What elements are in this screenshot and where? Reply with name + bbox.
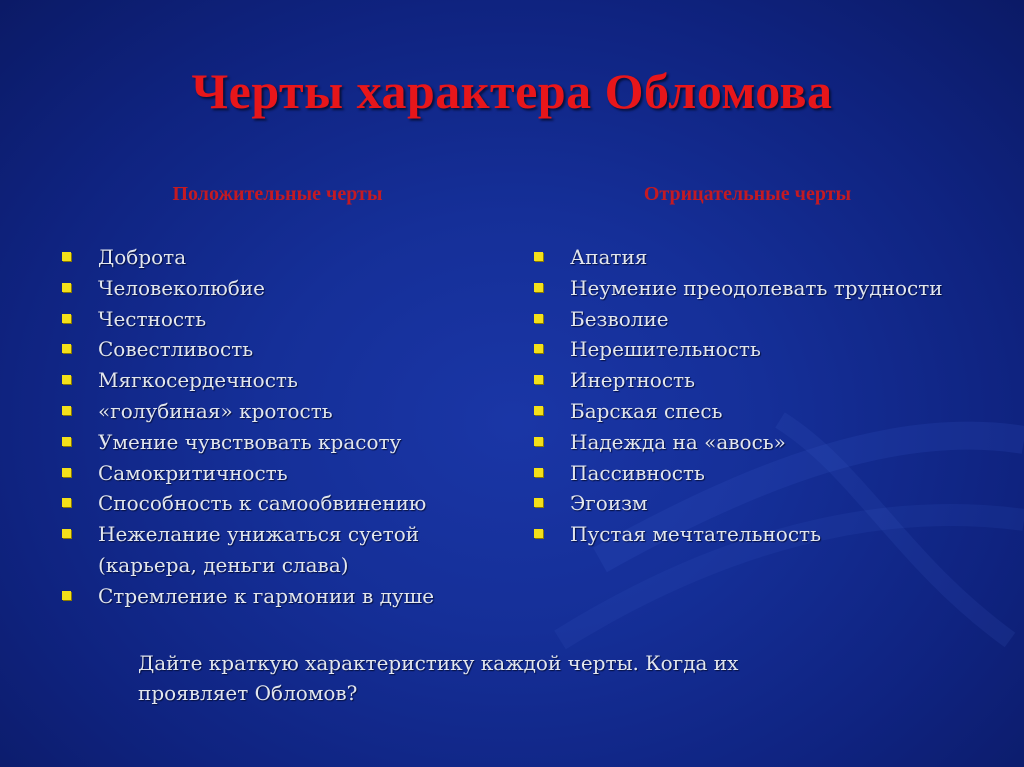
- list-item: [60, 365, 480, 396]
- list-item: [60, 273, 480, 304]
- square-bullet-icon: [534, 252, 543, 261]
- list-item-text: Способность к самообвинению: [98, 491, 427, 516]
- list-item-text: Пустая мечтательность: [570, 522, 821, 547]
- list-item: [60, 488, 480, 519]
- square-bullet-icon: [534, 468, 543, 477]
- list-item: [532, 396, 1012, 427]
- square-bullet-icon: [62, 252, 71, 261]
- slide-title: Черты характера Обломова: [191, 63, 833, 119]
- list-item-text: Пассивность: [570, 460, 705, 485]
- list-item-text: Инертность: [570, 368, 695, 393]
- list-item: [532, 334, 1012, 365]
- list-item-text: «голубиная» кротость: [98, 398, 333, 423]
- square-bullet-icon: [62, 437, 71, 446]
- square-bullet-icon: [62, 283, 71, 292]
- square-bullet-icon: [534, 529, 543, 538]
- square-bullet-icon: [62, 344, 71, 353]
- square-bullet-icon: [62, 529, 71, 538]
- list-item: [532, 365, 1012, 396]
- square-bullet-icon: [534, 344, 543, 353]
- list-item-text: Мягкосердечность: [98, 368, 298, 393]
- list-item-text: Стремление к гармонии в душе: [98, 583, 435, 608]
- positive-traits-list: [60, 242, 480, 612]
- list-item-text: Доброта: [98, 245, 187, 269]
- negative-traits-heading: Отрицательные черты: [643, 183, 852, 205]
- positive-traits-heading: Положительные черты: [172, 183, 383, 205]
- list-item: [60, 581, 480, 612]
- list-item: [532, 273, 1012, 304]
- list-item: [60, 304, 480, 335]
- list-item-text: Человеколюбие: [98, 275, 266, 300]
- list-item: [60, 242, 480, 273]
- list-item-text: Барская спесь: [570, 398, 723, 423]
- list-item: [532, 519, 1012, 550]
- square-bullet-icon: [534, 314, 543, 323]
- list-item: [60, 334, 480, 365]
- list-item-text: Безволие: [570, 306, 669, 331]
- list-item: [532, 427, 1012, 458]
- list-item-text: Эгоизм: [570, 491, 648, 516]
- list-item: [60, 519, 480, 581]
- square-bullet-icon: [534, 437, 543, 446]
- list-item: [532, 488, 1012, 519]
- square-bullet-icon: [62, 406, 71, 415]
- list-item: [532, 304, 1012, 335]
- list-item: [60, 458, 480, 489]
- list-item-text: Честность: [98, 306, 207, 331]
- list-item: [60, 427, 480, 458]
- square-bullet-icon: [62, 591, 71, 600]
- square-bullet-icon: [534, 498, 543, 507]
- list-item-text: Совестливость: [98, 337, 254, 362]
- list-item: [60, 396, 480, 427]
- square-bullet-icon: [534, 283, 543, 292]
- square-bullet-icon: [62, 314, 71, 323]
- list-item: [532, 458, 1012, 489]
- negative-traits-list: [532, 242, 1012, 550]
- square-bullet-icon: [62, 468, 71, 477]
- question-text: Дайте краткую характеристику каждой черты. Когда их проявляет Обломов?: [138, 651, 739, 705]
- list-item-text: Нежелание унижаться суетой (карьера, деньги слава): [98, 522, 420, 577]
- square-bullet-icon: [534, 406, 543, 415]
- list-item-text: Умение чувствовать красоту: [98, 429, 402, 454]
- list-item-text: Надежда на «авось»: [570, 429, 786, 454]
- list-item-text: Апатия: [570, 245, 648, 269]
- list-item: [532, 242, 1012, 273]
- square-bullet-icon: [534, 375, 543, 384]
- square-bullet-icon: [62, 375, 71, 384]
- list-item-text: Самокритичность: [98, 460, 288, 485]
- list-item-text: Неумение преодолевать трудности: [570, 275, 943, 300]
- list-item-text: Нерешительность: [570, 337, 761, 362]
- square-bullet-icon: [62, 498, 71, 507]
